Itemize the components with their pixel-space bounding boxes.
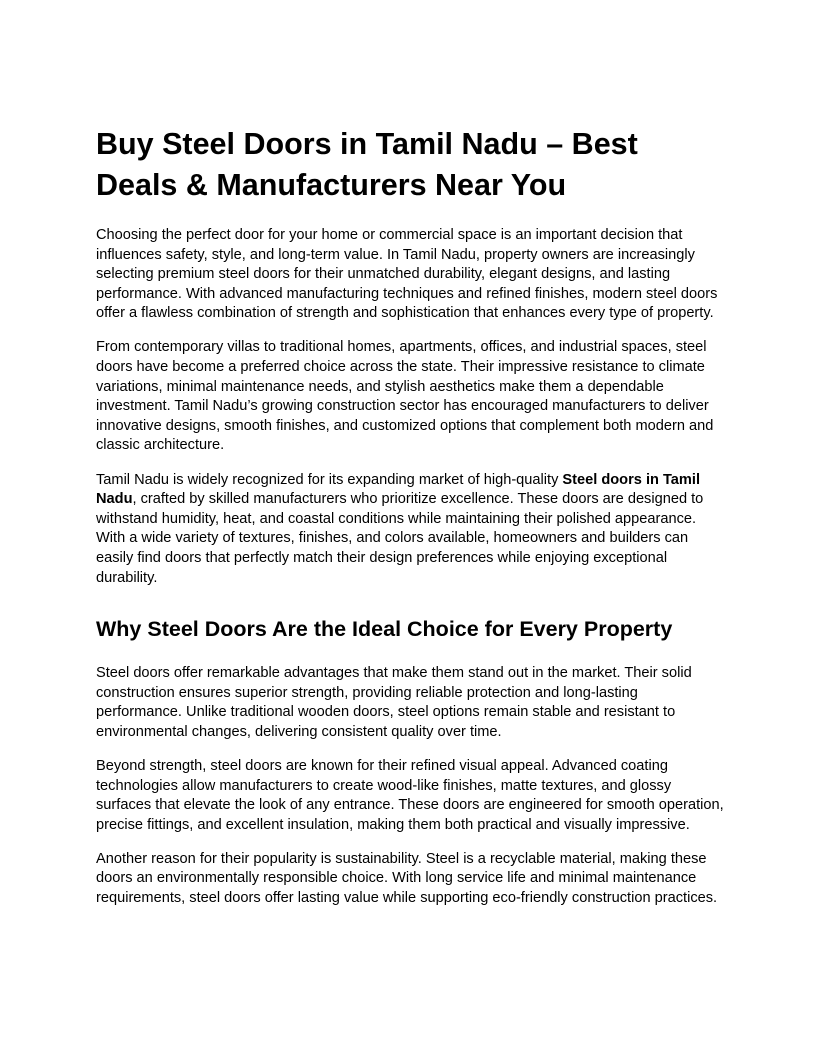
section-paragraph-2: Beyond strength, steel doors are known for their refined visual appeal. Advanced coating technologies allow manufacturers to create wood-like finishes, matte textures, and glossy surfaces that elevate the look of any entrance. These doors are engineered for smooth operation, precise fittings, and excellent insulation, making them both practical and visually impressive. — [96, 757, 724, 833]
section-paragraph-1: Steel doors offer remarkable advantages that make them stand out in the market. Their solid construction ensures superior strength, providing reliable protection and long-lasting performance. Unlike traditional wooden doors, steel options remain stable and resistant to environmental changes, delivering consistent quality over time. — [96, 665, 692, 740]
document-title: Buy Steel Doors in Tamil Nadu – Best Deals & Manufacturers Near You — [96, 127, 638, 202]
intro-paragraph-1: Choosing the perfect door for your home or commercial space is an important decision that influences safety, style, and long-term value. In Tamil Nadu, property owners are increasingly selecting premium steel doors for their unmatched durability, elegant designs, and lasting performance. With advanced manufacturing techniques and refined finishes, modern steel doors offer a flawless combination of strength and sophistication that enhances every type of property. — [96, 227, 718, 322]
intro-paragraph-3-start: Tamil Nadu is widely recognized for its expanding market of high-quality — [96, 471, 563, 488]
intro-paragraph-3 — [96, 471, 726, 589]
section-paragraph-3: Another reason for their popularity is sustainability. Steel is a recyclable material, making these doors an environmentally responsible choice. With long service life and minimal maintenance requirements, steel doors offer lasting value while supporting eco-friendly construction practices. — [96, 850, 718, 907]
section-heading: Why Steel Doors Are the Ideal Choice for Every Property — [96, 617, 673, 642]
intro-paragraph-2: From contemporary villas to traditional homes, apartments, offices, and industrial spaces, steel doors have become a preferred choice across the state. Their impressive resistance to climate variations, minimal maintenance needs, and stylish aesthetics make them a dependable investment. Tamil Nadu’s growing construction sector has encouraged manufacturers to deliver innovative designs, smooth finishes, and customized options that complement both modern and classic architecture. — [96, 339, 714, 454]
document-page — [96, 124, 726, 923]
intro-paragraph-3-bold-keyword: Steel doors in Tamil Nadu — [96, 471, 701, 508]
intro-paragraph-3-end: , crafted by skilled manufacturers who prioritize excellence. These doors are designed to withstand humidity, heat, and coastal conditions while maintaining their polished appearance. With a wide variety of textures, finishes, and colors available, homeowners and builders can easily find doors that perfectly match their design preferences while enjoying exceptional durability. — [96, 491, 704, 586]
